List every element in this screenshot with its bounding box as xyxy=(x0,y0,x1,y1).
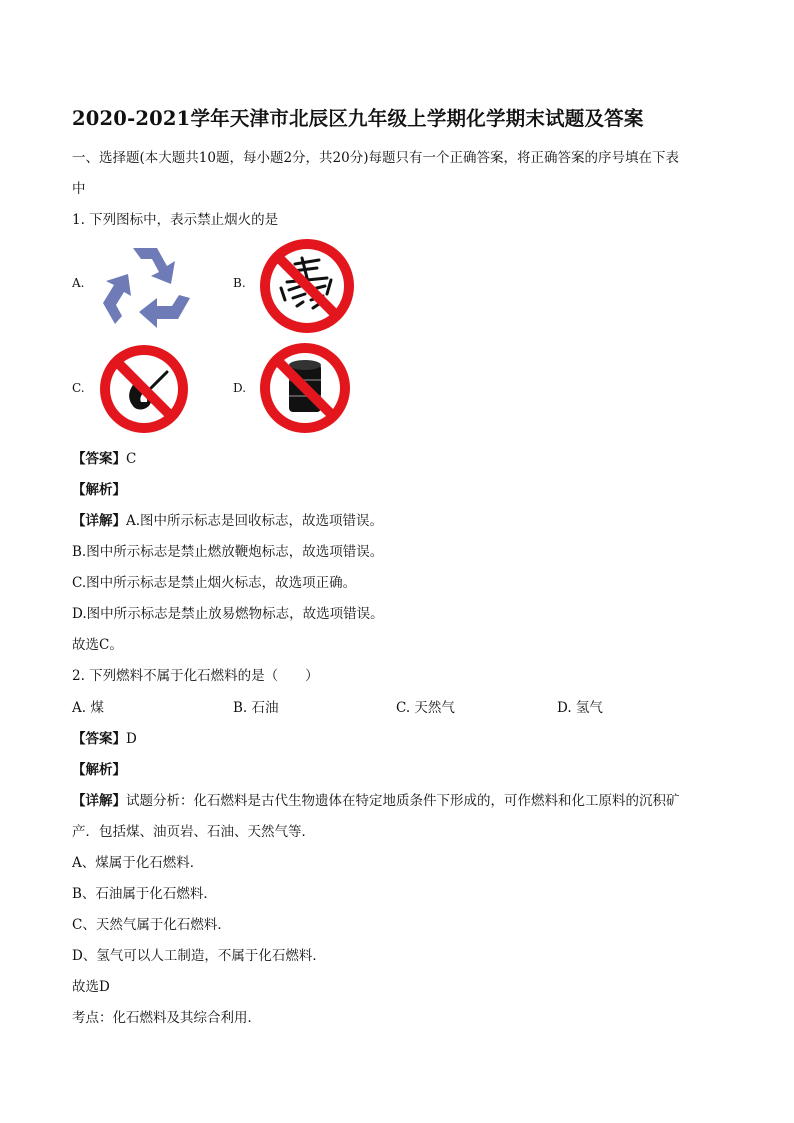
q1-option-d-label: D. xyxy=(233,381,247,395)
q2-explanation-c: C、天然气属于化石燃料． xyxy=(72,917,231,933)
recycle-icon xyxy=(95,240,195,334)
q2-option-c: C. 天然气 xyxy=(396,700,455,716)
section-intro-cont: 中 xyxy=(72,181,86,197)
q2-option-b: B. 石油 xyxy=(233,700,279,716)
q1-analysis-tag: 【解析】 xyxy=(72,482,126,498)
q2-stem: 2. 下列燃料不属于化石燃料的是（ ） xyxy=(72,668,319,684)
page-title: 2020-2021学年天津市北辰区九年级上学期化学期末试题及答案 xyxy=(72,107,644,130)
q1-explanation-b: B.图中所示标志是禁止燃放鞭炮标志，故选项错误。 xyxy=(72,544,384,560)
q2-detail-line2: 产．包括煤、油页岩、石油、天然气等． xyxy=(72,824,315,840)
q1-option-c-label: C. xyxy=(72,381,85,395)
section-intro: 一、选择题(本大题共10题，每小题2分，共20分)每题只有一个正确答案，将正确答案的序号填在下表 xyxy=(72,150,679,166)
q2-option-a: A. 煤 xyxy=(72,700,104,716)
q2-kaodian: 考点：化石燃料及其综合利用． xyxy=(72,1010,261,1026)
q1-conclusion: 故选C。 xyxy=(72,637,123,653)
q2-detail-line1: 【详解】试题分析：化石燃料是古代生物遗体在特定地质条件下形成的，可作燃料和化工原料的沉积矿 xyxy=(72,793,680,809)
q1-explanation-c: C.图中所示标志是禁止烟火标志，故选项正确。 xyxy=(72,575,357,591)
q2-explanation-d: D、氢气可以人工制造，不属于化石燃料． xyxy=(72,948,326,964)
q2-analysis-tag: 【解析】 xyxy=(72,762,126,778)
no-flammables-icon xyxy=(257,340,353,440)
q1-stem: 1. 下列图标中，表示禁止烟火的是 xyxy=(72,212,279,228)
no-fire-icon xyxy=(97,342,191,440)
q2-explanation-a: A、煤属于化石燃料． xyxy=(72,855,204,871)
q1-answer: 【答案】C xyxy=(72,451,137,467)
q2-answer: 【答案】D xyxy=(72,731,137,747)
q1-explanation-a: 【详解】A.图中所示标志是回收标志，故选项错误。 xyxy=(72,513,384,529)
q2-explanation-b: B、石油属于化石燃料． xyxy=(72,886,217,902)
q1-option-a-label: A. xyxy=(72,276,85,290)
no-firecrackers-icon xyxy=(257,236,357,340)
q1-option-b-label: B. xyxy=(233,276,246,290)
q2-conclusion: 故选D xyxy=(72,979,110,995)
q2-option-d: D. 氢气 xyxy=(557,700,603,716)
q1-explanation-d: D.图中所示标志是禁止放易燃物标志，故选项错误。 xyxy=(72,606,384,622)
